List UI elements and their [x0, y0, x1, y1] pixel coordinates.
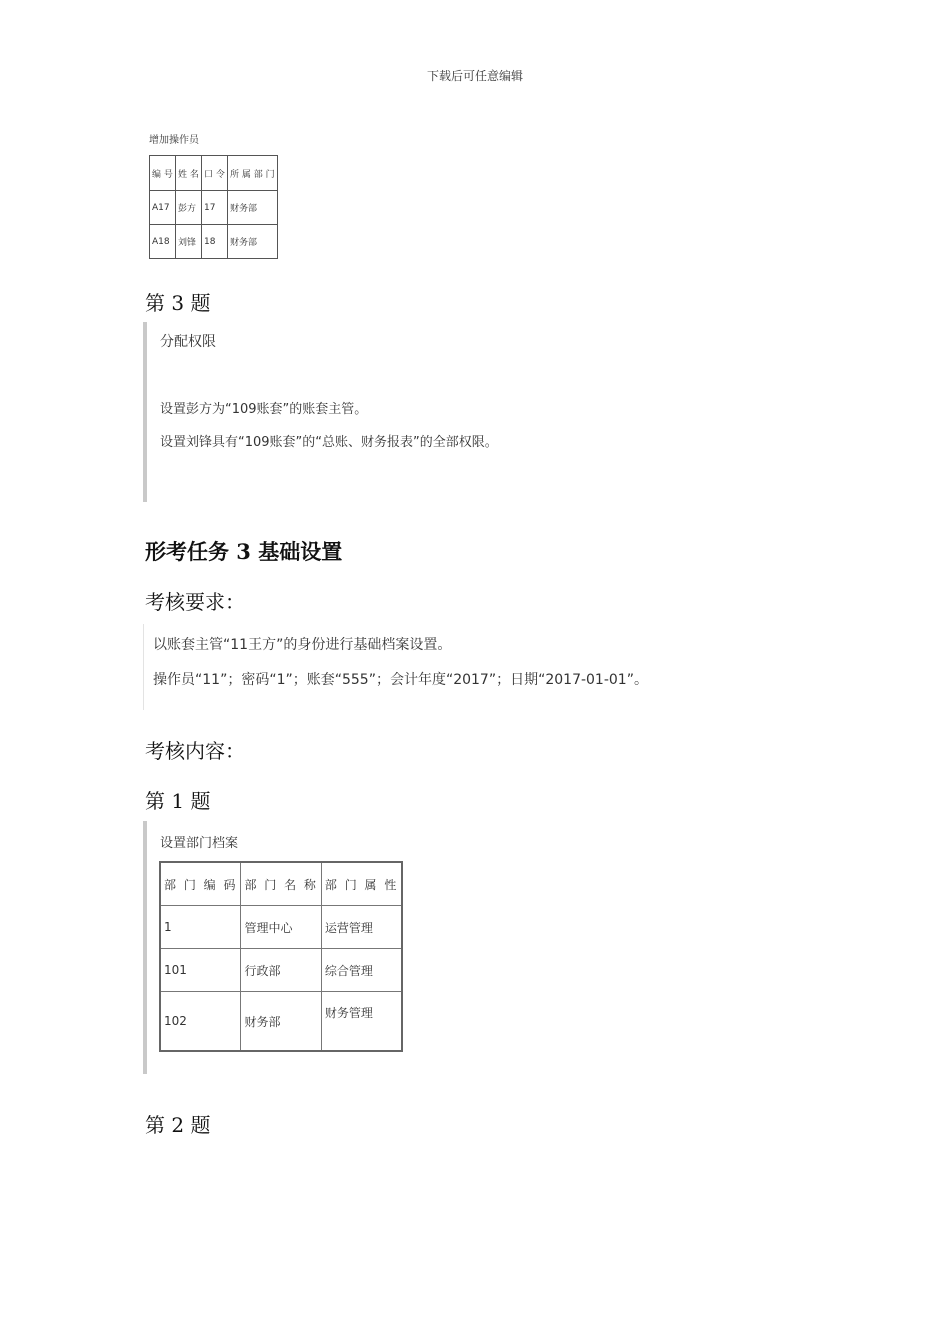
q3-heading: 第 3 题: [145, 291, 211, 315]
table-row: [150, 191, 278, 225]
table-row: [160, 949, 402, 992]
permissions-title: 分配权限: [160, 334, 216, 350]
operators-caption: 增加操作员: [149, 135, 199, 146]
permissions-line-1: 设置彭方为“109账套”的账套主管。: [160, 402, 368, 417]
requirements-heading: 考核要求：: [145, 590, 245, 614]
permissions-block: [143, 322, 607, 502]
requirements-line-1: 以账套主管“11王方”的身份进行基础档案设置。: [153, 637, 452, 653]
table-cell: A18: [150, 225, 176, 259]
table-row: [160, 992, 402, 1052]
table-header-cell: 编 号: [150, 156, 176, 191]
table-cell: A17: [150, 191, 176, 225]
table-cell: 运营管理: [321, 906, 402, 949]
content-heading: 考核内容：: [145, 739, 245, 763]
table-cell: 行政部: [241, 949, 321, 992]
table-header-cell: 口 令: [202, 156, 228, 191]
task-title: 形考任务 3 基础设置: [145, 539, 343, 564]
table-header-row: [160, 862, 402, 906]
table-cell: 18: [202, 225, 228, 259]
table-row: [150, 225, 278, 259]
table-cell: 管理中心: [241, 906, 321, 949]
requirements-line-2: 操作员“11”；密码“1”；账套“555”；会计年度“2017”；日期“2017-01-01”。: [153, 672, 648, 688]
table-cell: 刘锋: [176, 225, 202, 259]
table-header-cell: 所 属 部 门: [228, 156, 278, 191]
table-cell: 彭方: [176, 191, 202, 225]
table-cell: 102: [160, 992, 241, 1052]
table-row: [160, 906, 402, 949]
table-cell: 综合管理: [321, 949, 402, 992]
table-cell: 财务管理: [321, 992, 402, 1052]
table-cell: 1: [160, 906, 241, 949]
operators-table: [149, 155, 278, 259]
table-header-row: [150, 156, 278, 191]
page-header: 下载后可任意编辑: [426, 69, 523, 83]
table-cell: 财务部: [228, 225, 278, 259]
department-title: 设置部门档案: [160, 836, 239, 851]
table-header-cell: 部 门 编 码: [160, 862, 241, 906]
q2-heading: 第 2 题: [145, 1113, 211, 1137]
table-cell: 财务部: [228, 191, 278, 225]
permissions-line-2: 设置刘锋具有“109账套”的“总账、财务报表”的全部权限。: [160, 435, 498, 450]
q1-heading: 第 1 题: [145, 789, 211, 813]
table-cell: 101: [160, 949, 241, 992]
department-table: [159, 861, 403, 1052]
table-header-cell: 部 门 名 称: [241, 862, 321, 906]
table-header-cell: 姓 名: [176, 156, 202, 191]
table-cell: 17: [202, 191, 228, 225]
requirements-block: [143, 624, 734, 710]
table-header-cell: 部 门 属 性: [321, 862, 402, 906]
table-cell: 财务部: [241, 992, 321, 1052]
